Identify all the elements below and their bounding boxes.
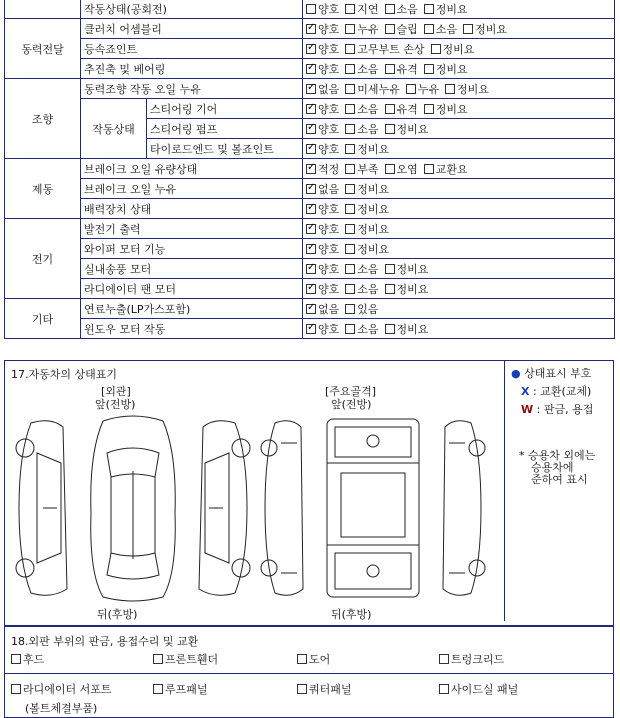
option: [306, 141, 339, 157]
legend-w-text: : 판금, 용접: [536, 403, 594, 416]
option: [306, 121, 339, 137]
legend-x-text: : 교환(교체): [532, 385, 592, 398]
checkbox[interactable]: [345, 124, 355, 134]
category-cell: 동력전달: [5, 19, 81, 79]
checkbox[interactable]: [297, 684, 307, 694]
option: [424, 1, 468, 17]
checkbox[interactable]: [345, 204, 355, 214]
option-label: 누유: [357, 22, 379, 36]
legend-note-line1: * 승용차 외에는: [519, 449, 596, 462]
panel-part-label: 사이드실 패널: [451, 683, 519, 696]
option: [424, 161, 468, 177]
exterior-front-label: 앞(전방): [95, 398, 136, 411]
option-label: 있음: [357, 302, 379, 316]
options-cell: [303, 139, 615, 159]
panel-part-option: [297, 681, 352, 697]
checkbox[interactable]: [385, 124, 395, 134]
item-label: 등속죠인트: [81, 39, 303, 59]
section18-title: 18.외판 부위의 판금, 용접수리 및 교환: [11, 635, 199, 648]
option-label: 양호: [318, 202, 340, 216]
option: [345, 21, 378, 37]
option: [345, 221, 389, 237]
checked-checkbox[interactable]: [306, 24, 316, 34]
option-label: 소음: [435, 22, 458, 36]
item-label: 동력조향 작동 오일 누유: [81, 79, 303, 99]
legend-w-symbol: W: [521, 403, 534, 416]
option-label: 소음: [357, 102, 379, 116]
option: [385, 101, 418, 117]
checklist-row: [5, 239, 615, 259]
options-cell: [303, 299, 615, 319]
checkbox[interactable]: [345, 84, 355, 94]
panel-part-label: 트렁크리드: [451, 653, 505, 666]
checkbox[interactable]: [385, 264, 395, 274]
option-label: 정비요: [357, 202, 390, 216]
option-label: 소음: [357, 282, 379, 296]
checked-checkbox[interactable]: [306, 244, 316, 254]
frame-diagram[interactable]: [257, 413, 489, 603]
option: [306, 321, 339, 337]
option-label: 오염: [396, 162, 418, 176]
option-label: 정비요: [442, 42, 475, 56]
checklist-row: [5, 79, 615, 99]
option: [345, 201, 389, 217]
option: [385, 61, 418, 77]
option: [345, 101, 378, 117]
option: [345, 61, 378, 77]
option-label: 양호: [318, 122, 340, 136]
option-label: 정비요: [357, 242, 390, 256]
option: [385, 121, 429, 137]
checkbox[interactable]: [345, 284, 355, 294]
panel-part-option: [153, 681, 208, 697]
item-label: 와이퍼 모터 기능: [81, 239, 303, 259]
option: [345, 141, 389, 157]
checked-checkbox[interactable]: [306, 264, 316, 274]
option: [445, 81, 489, 97]
section18-row2-note: (볼트체결부품): [25, 702, 98, 715]
category-cell: 기타: [5, 299, 81, 339]
panel-part-option: [439, 651, 504, 667]
option-label: 부족: [357, 162, 379, 176]
frame-right-side: [443, 421, 485, 596]
options-cell: [303, 179, 615, 199]
option: [385, 281, 429, 297]
exterior-car-diagram[interactable]: [11, 413, 255, 603]
frame-front-label: 앞(전방): [331, 398, 372, 411]
legend-note-line3: 준하여 표시: [531, 473, 588, 486]
checkbox[interactable]: [445, 84, 455, 94]
option: [306, 241, 339, 257]
option: [385, 161, 418, 177]
options-cell: [303, 219, 615, 239]
checklist-row: [5, 199, 615, 219]
checkbox[interactable]: [385, 104, 395, 114]
exterior-rear-label: 뒤(후방): [97, 608, 138, 621]
checklist-row: [5, 219, 615, 239]
option: [463, 21, 507, 37]
checked-checkbox[interactable]: [306, 224, 316, 234]
checked-checkbox[interactable]: [306, 104, 316, 114]
checkbox[interactable]: [345, 184, 355, 194]
checked-checkbox[interactable]: [306, 44, 316, 54]
options-cell: [303, 39, 615, 59]
diagram-title: 17.자동차의 상태표기: [11, 368, 117, 381]
item-label: 실내송풍 모터: [81, 259, 303, 279]
option: [306, 221, 339, 237]
panel-part-label: 프론트휀더: [165, 653, 219, 666]
item-label: 타이로드엔드 및 볼죠인트: [147, 139, 303, 159]
option-label: 양호: [318, 142, 340, 156]
option-label: 양호: [318, 62, 340, 76]
option: [306, 1, 339, 17]
option: [306, 201, 339, 217]
frame-left-side: [261, 421, 303, 596]
option-label: 교환요: [435, 162, 468, 176]
option-label: 정비요: [357, 182, 390, 196]
frame-rear-label: 뒤(후방): [331, 608, 372, 621]
option: [385, 1, 418, 17]
panel-part-label: 루프패널: [165, 683, 208, 696]
checkbox[interactable]: [406, 84, 416, 94]
frame-center: [327, 419, 419, 597]
checklist-row: [5, 0, 615, 19]
option-label: 양호: [318, 2, 340, 16]
option-label: 누유: [417, 82, 440, 96]
option-label: 없음: [318, 302, 340, 316]
inspection-table: [4, 0, 615, 339]
panel-part-option: [439, 681, 518, 697]
checkbox[interactable]: [345, 264, 355, 274]
option-label: 소음: [357, 322, 379, 336]
checklist-row: [5, 19, 615, 39]
option: [306, 161, 339, 177]
option-label: 미세누유: [357, 82, 400, 96]
panel-repair-section: [4, 626, 614, 718]
checkbox[interactable]: [439, 654, 449, 664]
legend-bullet-icon: ●: [511, 367, 521, 380]
checkbox[interactable]: [345, 304, 355, 314]
option-label: 양호: [318, 222, 340, 236]
checked-checkbox[interactable]: [306, 184, 316, 194]
option-label: 정비요: [396, 262, 429, 276]
item-label: 추진축 및 베어링: [81, 59, 303, 79]
panel-part-option: [297, 651, 330, 667]
option: [345, 161, 378, 177]
checkbox[interactable]: [439, 684, 449, 694]
checked-checkbox[interactable]: [306, 324, 316, 334]
category-cell: 제동: [5, 159, 81, 219]
option-label: 유격: [396, 62, 418, 76]
checkbox[interactable]: [424, 104, 434, 114]
options-cell: [303, 239, 615, 259]
checkbox[interactable]: [153, 654, 163, 664]
checklist-row: [5, 179, 615, 199]
checkbox[interactable]: [345, 164, 355, 174]
item-label: 발전기 출력: [81, 219, 303, 239]
option-label: 양호: [318, 322, 340, 336]
checkbox[interactable]: [385, 284, 395, 294]
option: [306, 41, 339, 57]
panel-part-label: 쿼터패널: [309, 683, 352, 696]
option-label: 정비요: [357, 142, 390, 156]
option-label: 양호: [318, 242, 340, 256]
options-cell: [303, 0, 615, 19]
option-label: 정비요: [457, 82, 489, 96]
checklist-row: [5, 259, 615, 279]
checklist-row: [5, 279, 615, 299]
category-cell: 조향: [5, 79, 81, 159]
item-label: 스티어링 기어: [147, 99, 303, 119]
options-cell: [303, 159, 615, 179]
option-label: 유격: [396, 102, 418, 116]
option-label: 정비요: [475, 22, 507, 36]
checkbox[interactable]: [424, 24, 434, 34]
option-label: 정비요: [435, 102, 468, 116]
item-label: 브레이크 오일 누유: [81, 179, 303, 199]
option: [345, 241, 389, 257]
option-label: 슬립: [396, 22, 418, 36]
option: [431, 41, 475, 57]
option: [306, 81, 339, 97]
option: [345, 41, 424, 57]
option-label: 양호: [318, 102, 340, 116]
option: [306, 101, 339, 117]
option: [345, 281, 378, 297]
exterior-top-view: [91, 416, 176, 601]
option: [385, 321, 429, 337]
item-label: 배력장치 상태: [81, 199, 303, 219]
option: [306, 261, 339, 277]
options-cell: [303, 279, 615, 299]
option-label: 정비요: [396, 282, 429, 296]
options-cell: [303, 59, 615, 79]
subcategory-cell: 작동상태: [81, 99, 147, 159]
option-label: 소음: [357, 262, 379, 276]
checkbox[interactable]: [463, 24, 473, 34]
checkbox[interactable]: [385, 164, 395, 174]
option-label: 양호: [318, 282, 340, 296]
panel-part-label: 후드: [23, 653, 45, 666]
options-cell: [303, 19, 615, 39]
item-label: 브레이크 오일 유량상태: [81, 159, 303, 179]
checked-checkbox[interactable]: [306, 124, 316, 134]
option: [345, 181, 389, 197]
option-label: 정비요: [435, 62, 468, 76]
vehicle-diagram-panel: [4, 360, 614, 626]
option: [345, 81, 400, 97]
frame-label: [주요골격]: [325, 385, 377, 398]
option-label: 양호: [318, 22, 340, 36]
checklist-row: [5, 39, 615, 59]
option: [385, 261, 429, 277]
item-label: 작동상태(공회전): [81, 0, 303, 19]
option-label: 양호: [318, 42, 340, 56]
exterior-left-side: [16, 421, 67, 596]
item-label: 스티어링 펌프: [147, 119, 303, 139]
category-cell: [5, 0, 81, 19]
options-cell: [303, 199, 615, 219]
checklist-row: [5, 159, 615, 179]
option: [306, 281, 339, 297]
checkbox[interactable]: [345, 24, 355, 34]
checkbox[interactable]: [424, 164, 434, 174]
checkbox[interactable]: [431, 44, 441, 54]
legend-title: 상태표시 부호: [524, 367, 592, 380]
option: [306, 61, 339, 77]
checked-checkbox[interactable]: [306, 84, 316, 94]
option: [306, 181, 339, 197]
option-label: 없음: [318, 182, 340, 196]
option-label: 소음: [396, 2, 418, 16]
option-label: 정비요: [396, 122, 429, 136]
checked-checkbox[interactable]: [306, 144, 316, 154]
checkbox[interactable]: [297, 654, 307, 664]
checkbox[interactable]: [345, 4, 355, 14]
option: [345, 121, 378, 137]
checkbox[interactable]: [306, 4, 316, 14]
checkbox[interactable]: [345, 144, 355, 154]
checklist-row: [5, 99, 615, 119]
option-label: 정비요: [396, 322, 429, 336]
legend-x-symbol: X: [521, 385, 530, 398]
checkbox[interactable]: [345, 224, 355, 234]
checkbox[interactable]: [424, 64, 434, 74]
option-label: 양호: [318, 262, 340, 276]
exterior-label: [외관]: [101, 385, 131, 398]
panel-part-option: [11, 681, 112, 697]
checked-checkbox[interactable]: [306, 64, 316, 74]
checkbox[interactable]: [153, 684, 163, 694]
options-cell: [303, 259, 615, 279]
item-label: 라디에이터 팬 모터: [81, 279, 303, 299]
panel-part-label: 라디에이터 서포트: [23, 683, 112, 696]
options-cell: [303, 79, 615, 99]
checkbox[interactable]: [385, 24, 395, 34]
option: [345, 261, 378, 277]
option: [345, 321, 378, 337]
option-label: 소음: [357, 62, 379, 76]
checkbox[interactable]: [385, 64, 395, 74]
checked-checkbox[interactable]: [306, 204, 316, 214]
checked-checkbox[interactable]: [306, 284, 316, 294]
panel-part-option: [153, 651, 218, 667]
option: [306, 301, 339, 317]
option: [424, 21, 457, 37]
checked-checkbox[interactable]: [306, 164, 316, 174]
options-cell: [303, 319, 615, 339]
checklist-row: [5, 319, 615, 339]
checkbox[interactable]: [385, 324, 395, 334]
panel-part-option: [11, 651, 44, 667]
legend-divider: [504, 361, 505, 621]
section18-row-divider: [5, 673, 613, 674]
category-cell: 전기: [5, 219, 81, 299]
checked-checkbox[interactable]: [306, 304, 316, 314]
options-cell: [303, 99, 615, 119]
option: [406, 81, 439, 97]
item-label: 윈도우 모터 작동: [81, 319, 303, 339]
checkbox[interactable]: [11, 684, 21, 694]
option: [424, 101, 468, 117]
option-label: 지연: [357, 2, 379, 16]
option: [345, 1, 378, 17]
checklist-row: [5, 299, 615, 319]
checkbox[interactable]: [345, 44, 355, 54]
option: [345, 301, 378, 317]
checklist-row: [5, 59, 615, 79]
checkbox[interactable]: [345, 244, 355, 254]
checkbox[interactable]: [11, 654, 21, 664]
option-label: 적정: [318, 162, 340, 176]
item-label: 클러치 어셈블리: [81, 19, 303, 39]
legend-note-line2: 승용차에: [531, 461, 574, 474]
options-cell: [303, 119, 615, 139]
checkbox[interactable]: [345, 104, 355, 114]
option-label: 없음: [318, 82, 340, 96]
checkbox[interactable]: [345, 324, 355, 334]
option-label: 고무부트 손상: [357, 42, 425, 56]
panel-part-label: 도어: [309, 653, 331, 666]
checkbox[interactable]: [424, 4, 434, 14]
option: [385, 21, 418, 37]
item-label: 연료누출(LP가스포함): [81, 299, 303, 319]
option-label: 정비요: [435, 2, 468, 16]
option: [306, 21, 339, 37]
option-label: 소음: [357, 122, 379, 136]
exterior-right-side: [199, 421, 250, 596]
checkbox[interactable]: [345, 64, 355, 74]
option: [424, 61, 468, 77]
checkbox[interactable]: [385, 4, 395, 14]
option-label: 정비요: [357, 222, 390, 236]
